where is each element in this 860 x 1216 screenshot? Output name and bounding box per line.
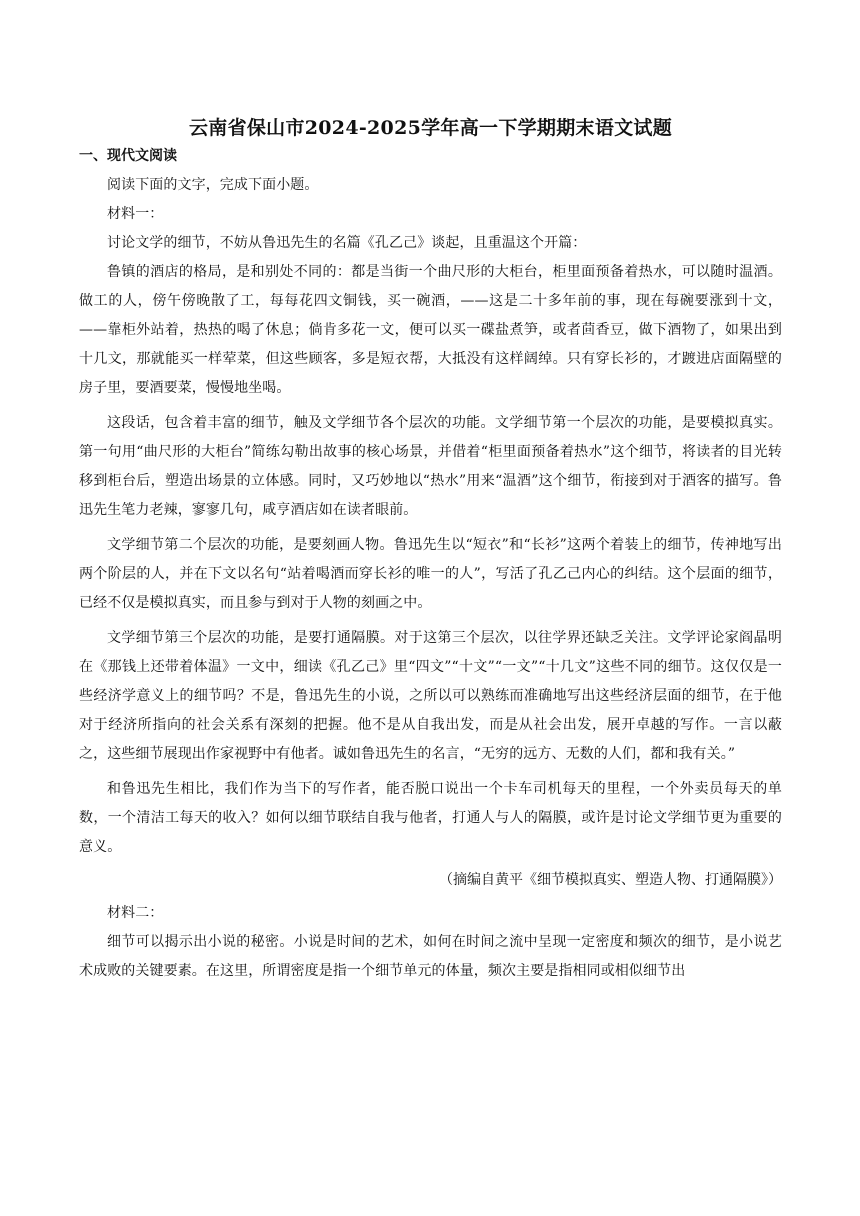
paragraph: 这段话，包含着丰富的细节，触及文学细节各个层次的功能。文学细节第一个层次的功能，是要模拟真实。第一句用“曲尺形的大柜台”简练勾勒出故事的核心场景，并借着“柜里面预备着热水”这个细节，将读者的目光转移到柜台后，塑造出场景的立体感。同时，又巧妙地以“热水”用来“温酒”这个细节，衔接到对于酒客的描写。鲁迅先生笔力老辣，寥寥几句，咸亨酒店如在读者眼前。	[79, 415, 782, 518]
source-citation: （摘编自黄平《细节模拟真实、塑造人物、打通隔膜》）	[439, 872, 782, 888]
instruction-text: 阅读下面的文字，完成下面小题。	[107, 177, 319, 193]
document-page	[79, 113, 782, 986]
document-title: 云南省保山市2024-2025学年高一下学期期末语文试题	[188, 117, 673, 139]
paragraph: 文学细节第二个层次的功能，是要刻画人物。鲁迅先生以“短衣”和“长衫”这两个着装上的细节，传神地写出两个阶层的人，并在下文以名句“站着喝酒而穿长衫的唯一的人”，写活了孔乙己内心的纠结。这个层面的细节，已经不仅是模拟真实，而且参与到对于人物的刻画之中。	[79, 537, 782, 611]
paragraph: 鲁镇的酒店的格局，是和别处不同的：都是当街一个曲尺形的大柜台，柜里面预备着热水，可以随时温酒。做工的人，傍午傍晚散了工，每每花四文铜钱，买一碗酒，——这是二十多年前的事，现在每碗要涨到十文，——靠柜外站着，热热的喝了休息；倘肯多花一文，便可以买一碟盐煮笋，或者茴香豆，做下酒物了，如果出到十几文，那就能买一样荤菜，但这些顾客，多是短衣帮，大抵没有这样阔绰。只有穿长衫的，才踱进店面隔壁的房子里，要酒要菜，慢慢地坐喝。	[79, 264, 782, 396]
paragraph: 文学细节第三个层次的功能，是要打通隔膜。对于这第三个层次，以往学界还缺乏关注。文学评论家阎晶明在《那钱上还带着体温》一文中，细读《孔乙己》里“四文”“十文”“一文”“十几文”这些不同的细节。这仅仅是一些经济学意义上的细节吗？不是，鲁迅先生的小说，之所以可以熟练而准确地写出这些经济层面的细节，在于他对于经济所指向的社会关系有深刻的把握。他不是从自我出发，而是从社会出发，展开卓越的写作。一言以蔽之，这些细节展现出作家视野中有他者。诚如鲁迅先生的名言，“无穷的远方、无数的人们，都和我有关。”	[79, 630, 782, 762]
paragraph: 和鲁迅先生相比，我们作为当下的写作者，能否脱口说出一个卡车司机每天的里程，一个外卖员每天的单数，一个清洁工每天的收入？如何以细节联结自我与他者，打通人与人的隔膜，或许是讨论文学细节更为重要的意义。	[79, 781, 782, 855]
material-two-label: 材料二：	[107, 905, 164, 921]
section-heading: 一、现代文阅读	[79, 148, 177, 164]
paragraph: 细节可以揭示出小说的秘密。小说是时间的艺术，如何在时间之流中呈现一定密度和频次的细节，是小说艺术成败的关键要素。在这里，所谓密度是指一个细节单元的体量，频次主要是指相同或相似细节出	[79, 934, 782, 979]
paragraph: 讨论文学的细节，不妨从鲁迅先生的名篇《孔乙己》谈起，且重温这个开篇：	[107, 235, 587, 251]
material-one-label: 材料一：	[107, 206, 164, 222]
